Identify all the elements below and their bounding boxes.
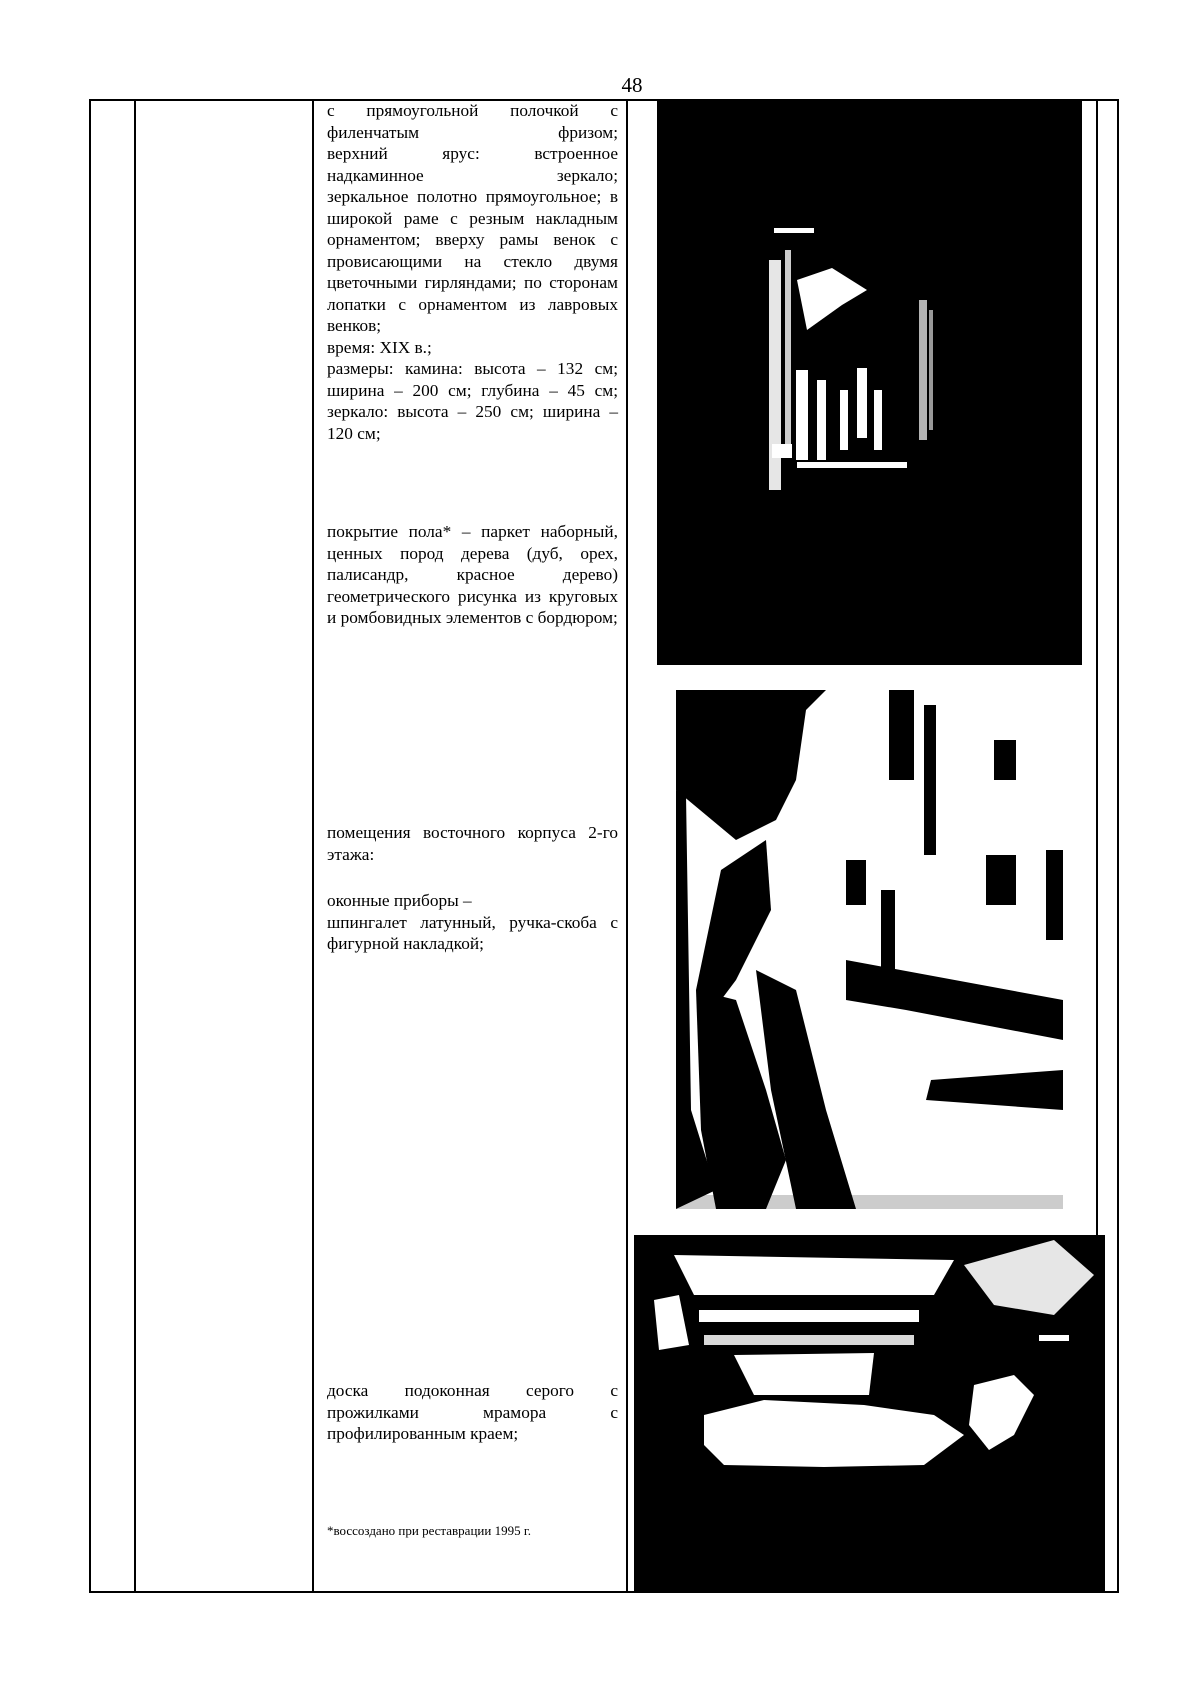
- description-top: [327, 100, 618, 444]
- text-paragraph: оконные приборы –: [327, 891, 472, 910]
- text-paragraph: помещения восточного корпуса 2-го этажа:: [327, 823, 618, 864]
- photo-room-window: [676, 690, 1063, 1209]
- description-floor: [327, 521, 618, 629]
- column-divider: [312, 101, 314, 1591]
- description-window-fittings: [327, 890, 618, 955]
- text-paragraph: покрытие пола* – паркет наборный, ценных пород дерева (дуб, орех, палисандр, красное дерево) геометрического рисунка из круговых и ромбовидных элементов с бордюром;: [327, 522, 618, 627]
- text-paragraph: размеры: камина: высота – 132 см; ширина – 200 см; глубина – 45 см; зеркало: высота – 250 см; ширина – 120 см;: [327, 359, 618, 443]
- text-paragraph: шпингалет латунный, ручка-скоба с фигурной накладкой;: [327, 912, 618, 953]
- footnote-text: *воссоздано при реставрации 1995 г.: [327, 1523, 531, 1538]
- description-sill: [327, 1380, 618, 1445]
- photo-image: [676, 690, 1063, 1209]
- text-paragraph: зеркальное полотно прямоугольное; в широкой раме с резным накладным орнаментом; вверху рамы венок с провисающими на стекло двумя цветочными гирляндами; по сторонам лопатки с орнаментом из лавровых венков;: [327, 187, 618, 335]
- footnote: [327, 1523, 618, 1539]
- text-paragraph: доска подоконная серого с прожилками мрамора с профилированным краем;: [327, 1381, 618, 1443]
- page-number: 48: [621, 73, 643, 97]
- description-east-wing: [327, 822, 618, 865]
- text-paragraph: время: XIX в.;: [327, 337, 432, 357]
- column-divider: [134, 101, 136, 1591]
- text-paragraph: верхний ярус: встроенное надкаминное зеркало;: [327, 144, 618, 185]
- photo-image: [634, 1235, 1105, 1591]
- photo-fireplace-mirror: [657, 100, 1082, 665]
- photo-window-sill: [634, 1235, 1105, 1591]
- column-divider: [626, 101, 628, 1591]
- photo-image: [657, 100, 1082, 665]
- text-paragraph: с прямоугольной полочкой с филенчатым фризом;: [327, 101, 618, 142]
